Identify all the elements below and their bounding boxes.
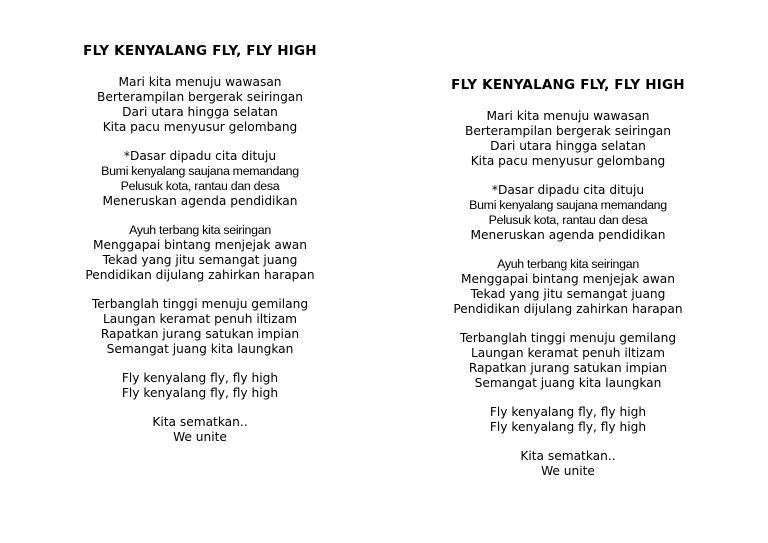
- lyric-line: Terbanglah tinggi menuju gemilang: [91, 297, 309, 311]
- lyric-line: We unite: [173, 430, 227, 444]
- lyrics-column-right: [398, 76, 738, 493]
- lyric-line: Berterampilan bergerak seiringan: [464, 124, 672, 138]
- lyric-line: Rapatkan jurang satukan impian: [100, 327, 300, 341]
- lyrics-column-left: [30, 42, 370, 459]
- lyric-line: Pendidikan dijulang zahirkan harapan: [85, 268, 315, 282]
- lyric-line: Semangat juang kita laungkan: [106, 342, 294, 356]
- lyric-line: Meneruskan agenda pendidikan: [102, 194, 298, 208]
- lyric-line: Tekad yang jitu semangat juang: [470, 287, 666, 301]
- lyric-line: Pelusuk kota, rantau dan desa: [488, 213, 648, 227]
- lyric-line: Tekad yang jitu semangat juang: [102, 253, 298, 267]
- lyric-line: Dari utara hingga selatan: [122, 105, 278, 119]
- lyric-line: Fly kenyalang fly, fly high: [121, 371, 279, 385]
- lyric-line: Rapatkan jurang satukan impian: [468, 361, 668, 375]
- song-title: FLY KENYALANG FLY, FLY HIGH: [83, 43, 317, 59]
- lyric-line: Kita pacu menyusur gelombang: [470, 154, 666, 168]
- lyric-line: Bumi kenyalang saujana memandang: [469, 198, 667, 212]
- lyric-line: *Dasar dipadu cita dituju: [123, 149, 277, 163]
- stanza-2: [30, 149, 370, 209]
- stanza-1: [398, 109, 738, 169]
- lyric-line: We unite: [541, 464, 595, 478]
- lyric-line: Laungan keramat penuh iltizam: [102, 312, 298, 326]
- lyric-line: Bumi kenyalang saujana memandang: [101, 164, 299, 178]
- stanza-4: [30, 297, 370, 357]
- lyric-line: Berterampilan bergerak seiringan: [96, 90, 304, 104]
- stanza-6: [398, 449, 738, 479]
- song-title: FLY KENYALANG FLY, FLY HIGH: [451, 77, 685, 93]
- lyric-line: Fly kenyalang fly, fly high: [489, 420, 647, 434]
- lyric-line: Ayuh terbang kita seiringan: [129, 223, 271, 237]
- lyric-line: Pendidikan dijulang zahirkan harapan: [453, 302, 683, 316]
- lyric-line: Kita sematkan..: [152, 415, 248, 429]
- lyric-line: Mari kita menuju wawasan: [118, 75, 282, 89]
- stanza-5: [398, 405, 738, 435]
- stanza-4: [398, 331, 738, 391]
- stanza-6: [30, 415, 370, 445]
- lyric-line: Pelusuk kota, rantau dan desa: [120, 179, 280, 193]
- lyric-line: Fly kenyalang fly, fly high: [489, 405, 647, 419]
- lyric-line: Mari kita menuju wawasan: [486, 109, 650, 123]
- lyric-line: Ayuh terbang kita seiringan: [497, 257, 639, 271]
- lyric-line: Menggapai bintang menjejak awan: [461, 272, 675, 286]
- stanza-3: [30, 223, 370, 283]
- lyric-line: Terbanglah tinggi menuju gemilang: [459, 331, 677, 345]
- lyric-line: Kita pacu menyusur gelombang: [102, 120, 298, 134]
- lyric-line: Fly kenyalang fly, fly high: [121, 386, 279, 400]
- stanza-3: [398, 257, 738, 317]
- lyric-line: Meneruskan agenda pendidikan: [470, 228, 666, 242]
- lyric-line: Dari utara hingga selatan: [490, 139, 646, 153]
- stanza-5: [30, 371, 370, 401]
- lyric-line: Laungan keramat penuh iltizam: [470, 346, 666, 360]
- lyric-line: Kita sematkan..: [520, 449, 616, 463]
- stanza-2: [398, 183, 738, 243]
- lyric-line: *Dasar dipadu cita dituju: [491, 183, 645, 197]
- lyric-line: Semangat juang kita laungkan: [474, 376, 662, 390]
- lyric-line: Menggapai bintang menjejak awan: [93, 238, 307, 252]
- stanza-1: [30, 75, 370, 135]
